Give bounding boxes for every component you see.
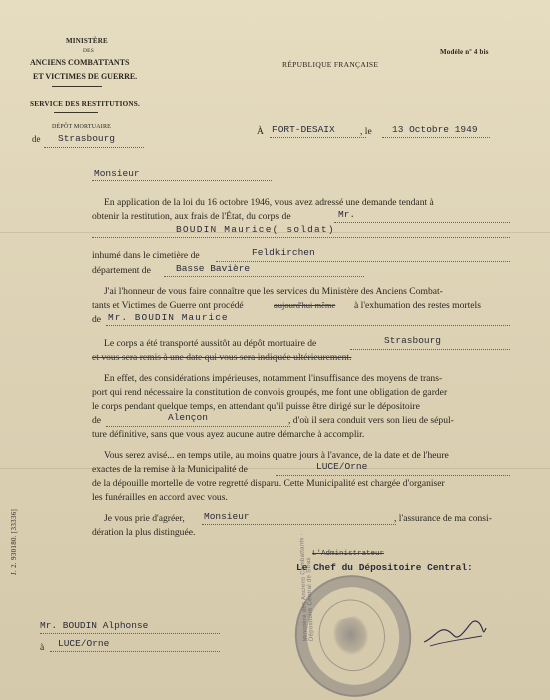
- p4-line2: port qui rend nécessaire la constitution de convois groupés, me font une obligation de garder: [92, 387, 448, 398]
- cemetery-underline: [216, 260, 510, 262]
- buried-label: inhumé dans le cimetière de: [92, 250, 200, 261]
- dept-label: département de: [92, 265, 151, 276]
- p6-line2: dération la plus distinguée.: [92, 527, 196, 538]
- place-underline: [270, 136, 366, 138]
- p2-typed-name: Mr. BOUDIN Maurice: [108, 312, 229, 323]
- salutation: Monsieur: [94, 168, 140, 179]
- republic-title: RÉPUBLIQUE FRANÇAISE: [282, 60, 379, 69]
- depot-underline: [44, 146, 144, 148]
- recipient-city: LUCE/Orne: [58, 638, 110, 649]
- model-number: Modèle nº 4 bis: [440, 48, 489, 56]
- p2-line1: J'ai l'honneur de vous faire connaître que les services du Ministère des Anciens Combat-: [104, 286, 443, 297]
- stamp-text: Ministère des Anciens Combattants · Dépositoire Central de Stras: [299, 532, 315, 642]
- date-prefix: , le: [360, 126, 372, 137]
- p2-underline: [106, 324, 510, 326]
- p1-underline: [334, 221, 510, 223]
- p3-line2: et vous sera remis à une date qui vous sera indiquée ultérieurement.: [92, 352, 352, 363]
- place-value: FORT-DESAIX: [272, 124, 335, 135]
- place-prefix: À: [257, 126, 264, 137]
- p4-line1: En effet, des considérations impérieuses, notamment l'insuffisance des moyens de trans-: [104, 373, 443, 384]
- dept-value: Basse Bavière: [176, 263, 251, 274]
- p3-line1: Le corps a été transporté aussitôt au dépôt mortuaire de: [104, 338, 317, 349]
- side-reference-code: J. 2. 930180. [33336]: [10, 508, 18, 575]
- depot-prefix: de: [32, 134, 41, 144]
- recipient-name: Mr. BOUDIN Alphonse: [40, 620, 149, 631]
- p4-line3: le corps pendant quelque temps, en attendant qu'il puisse être dirigé sur le dépositoire: [92, 401, 420, 412]
- service-title: SERVICE DES RESTITUTIONS.: [30, 100, 141, 108]
- p2-line3-prefix: de: [92, 314, 102, 325]
- handwritten-signature-icon: [420, 608, 490, 650]
- p2-struck-text: aujourd'hui même: [274, 300, 336, 310]
- p4-underline: [106, 425, 290, 427]
- recipient-underline: [40, 632, 220, 634]
- signature-title: Le Chef du Dépositoire Central:: [296, 562, 473, 573]
- p3-depot: Strasbourg: [384, 335, 442, 346]
- p4-line4-prefix: de: [92, 415, 102, 426]
- p4-line5: ture définitive, sans que vous ayez aucune autre démarche à accomplir.: [92, 429, 365, 440]
- ministry-line1: MINISTÈRE: [66, 37, 108, 45]
- divider: [54, 112, 98, 113]
- p5-line3: de la dépouille mortelle de votre regretté disparu. Cette Municipalité est chargée d'organiser: [92, 478, 445, 489]
- cemetery-value: Feldkirchen: [252, 247, 315, 258]
- struck-title: L'Administrateur: [312, 550, 385, 558]
- p1-line2: obtenir la restitution, aux frais de l'État, du corps de: [92, 211, 291, 222]
- p4-typed-city: Alençon: [168, 412, 208, 423]
- p5-line1: Vous serez avisé... en temps utile, au moins quatre jours à l'avance, de la date et de l'heure: [104, 450, 449, 461]
- date-underline: [382, 136, 490, 138]
- p5-typed-city: LUCE/Orne: [316, 461, 368, 472]
- fold-crease: [0, 468, 550, 469]
- ministry-line4: ET VICTIMES DE GUERRE.: [33, 72, 138, 81]
- p5-line4: les funérailles en accord avec vous.: [92, 492, 228, 503]
- recipient-city-underline: [50, 650, 220, 652]
- ministry-line3: ANCIENS COMBATTANTS: [30, 58, 130, 67]
- p4-line4b: , d'où il sera conduit vers son lieu de sépul-: [288, 415, 454, 426]
- deceased-name: BOUDIN Maurice( soldat): [176, 224, 335, 235]
- date-value: 13 Octobre 1949: [392, 124, 478, 135]
- p1-typed-title: Mr.: [338, 209, 356, 220]
- p1-line1: En application de la loi du 16 octobre 1946, vous avez adressé une demande tendant à: [104, 197, 434, 208]
- p2-line2b: à l'exhumation des restes mortels: [354, 300, 481, 311]
- dept-underline: [164, 275, 364, 277]
- p3-underline: [350, 348, 510, 350]
- ministry-line2: DES: [83, 48, 94, 54]
- p5-underline: [276, 474, 510, 476]
- p6-typed-salutation: Monsieur: [204, 511, 250, 522]
- recipient-city-prefix: à: [40, 642, 45, 653]
- p6-line1b: , l'assurance de ma consi-: [394, 513, 492, 524]
- depot-value: Strasbourg: [58, 133, 116, 144]
- p5-line2a: exactes de la remise à la Municipalité de: [92, 464, 248, 475]
- name-underline: [92, 236, 510, 238]
- depot-label: DÉPÔT MORTUAIRE: [52, 124, 112, 130]
- p6-line1a: Je vous prie d'agréer,: [104, 513, 185, 524]
- divider: [52, 86, 102, 87]
- p2-line2a: tants et Victimes de Guerre ont procédé: [92, 300, 244, 311]
- salutation-underline: [92, 179, 272, 181]
